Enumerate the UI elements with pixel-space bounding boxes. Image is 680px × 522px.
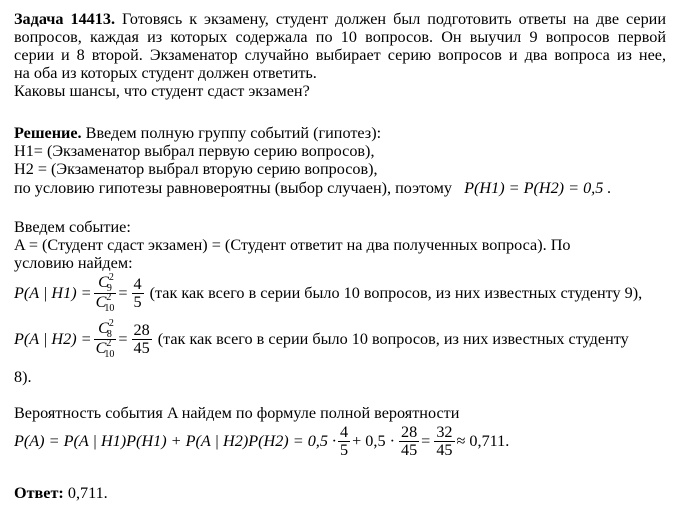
total-fraction-1 xyxy=(338,424,350,459)
total-f3-num: 32 xyxy=(436,423,453,441)
cond1-den-sub: 10 xyxy=(104,303,115,314)
total-result: ≈ 0,711. xyxy=(456,432,510,450)
cond2-numerator xyxy=(94,320,117,340)
cond2-den-sup: 2 xyxy=(106,338,112,349)
total-lhs: P(A) = P(A | H1)P(H1) + P(A | H2)P(H2) = 0,5 · xyxy=(14,432,337,450)
solution-intro: Введем полную группу событий (гипотез): xyxy=(85,124,382,142)
solution-intro-line xyxy=(14,124,381,142)
cond2-den-c: C xyxy=(95,339,107,357)
problem-question: Каковы шансы, что студент сдаст экзамен? xyxy=(14,82,310,100)
answer-value: 0,711. xyxy=(67,484,108,502)
event-definition: A = (Студент сдаст экзамен) = (Студент ответит на два полученных вопроса). По xyxy=(14,236,571,254)
problem-label: Задача 14413. xyxy=(14,10,115,28)
solution-label: Решение. xyxy=(14,124,82,142)
cond2-num-sub: 8 xyxy=(106,329,112,340)
total-f3-den: 45 xyxy=(436,441,453,459)
problem-line-2: вопросов, каждая из которых содержала по 10 вопросов. Он выучил 9 вопросов первой xyxy=(14,28,666,46)
cond1-eq: = xyxy=(118,284,128,302)
cond1-result-num: 4 xyxy=(133,275,142,293)
cond2-den-sub: 10 xyxy=(104,349,115,360)
answer-line xyxy=(14,484,108,502)
cond2-lhs: P(A | H2) = xyxy=(14,330,92,348)
total-intro: Вероятность события A найдем по формуле полной вероятности xyxy=(14,404,460,422)
event-intro: Введем событие: xyxy=(14,218,131,236)
cond-prob-2 xyxy=(14,320,631,359)
total-formula xyxy=(14,424,511,459)
equal-formula: P(H1) = P(H2) = 0,5 . xyxy=(464,179,612,197)
hypothesis-h1-text: H1= (Экзаменатор выбрал первую серию вопросов), xyxy=(14,142,375,160)
cond1-result-den: 5 xyxy=(133,293,142,311)
cond1-note: (так как всего в серии было 10 вопросов, из них известных студенту 9), xyxy=(149,284,643,302)
cond2-fraction xyxy=(94,320,117,359)
cond1-result-fraction xyxy=(132,276,144,311)
cond2-tail: 8). xyxy=(14,368,32,386)
cond1-fraction xyxy=(94,274,117,313)
hypothesis-h2 xyxy=(14,160,378,178)
total-fraction-3 xyxy=(434,424,454,459)
cond2-result-den: 45 xyxy=(133,339,150,357)
total-f1-den: 5 xyxy=(340,441,349,459)
cond1-num-c: C xyxy=(98,273,109,291)
problem-line-3: серии и 8 второй. Экзаменатор случайно выбирает серию вопросов и два вопроса из нее, xyxy=(14,46,666,64)
total-f1-num: 4 xyxy=(340,423,349,441)
equal-text: по условию гипотезы равновероятны (выбор случаен), поэтому xyxy=(14,179,452,197)
event-continuation: условию найдем: xyxy=(14,254,133,272)
cond1-den-c: C xyxy=(95,293,107,311)
cond1-lhs: P(A | H1) = xyxy=(14,284,92,302)
cond1-denominator xyxy=(94,294,117,313)
cond2-num-c: C xyxy=(98,319,109,337)
cond2-eq: = xyxy=(118,330,128,348)
cond1-numerator xyxy=(94,274,117,294)
cond-prob-1 xyxy=(14,274,644,313)
total-mid: + 0,5 · xyxy=(352,432,395,450)
problem-text-1: Готовясь к экзамену, студент должен был подготовить ответы на две серии xyxy=(122,10,666,28)
cond2-num-sup: 2 xyxy=(108,318,114,329)
total-fraction-2 xyxy=(399,424,419,459)
cond2-note: (так как всего в серии было 10 вопросов, из них известных студенту xyxy=(157,330,629,348)
total-f2-den: 45 xyxy=(400,441,418,459)
total-f2-num: 28 xyxy=(400,423,418,441)
cond2-result-fraction xyxy=(132,322,152,357)
cond1-num-sup: 2 xyxy=(108,272,114,283)
hypothesis-h1 xyxy=(14,142,375,160)
problem-line-1 xyxy=(14,10,666,28)
total-eq: = xyxy=(421,432,431,450)
equal-probability-line xyxy=(14,179,611,197)
hypothesis-h2-text: H2 = (Экзаменатор выбрал вторую серию вопросов), xyxy=(14,160,378,178)
cond1-num-sub: 9 xyxy=(106,283,112,294)
cond2-result-num: 28 xyxy=(133,321,150,339)
answer-label: Ответ: xyxy=(14,484,64,502)
cond2-denominator xyxy=(94,340,117,359)
cond1-den-sup: 2 xyxy=(106,292,112,303)
problem-line-4: на оба из которых студент должен ответить. xyxy=(14,64,317,82)
